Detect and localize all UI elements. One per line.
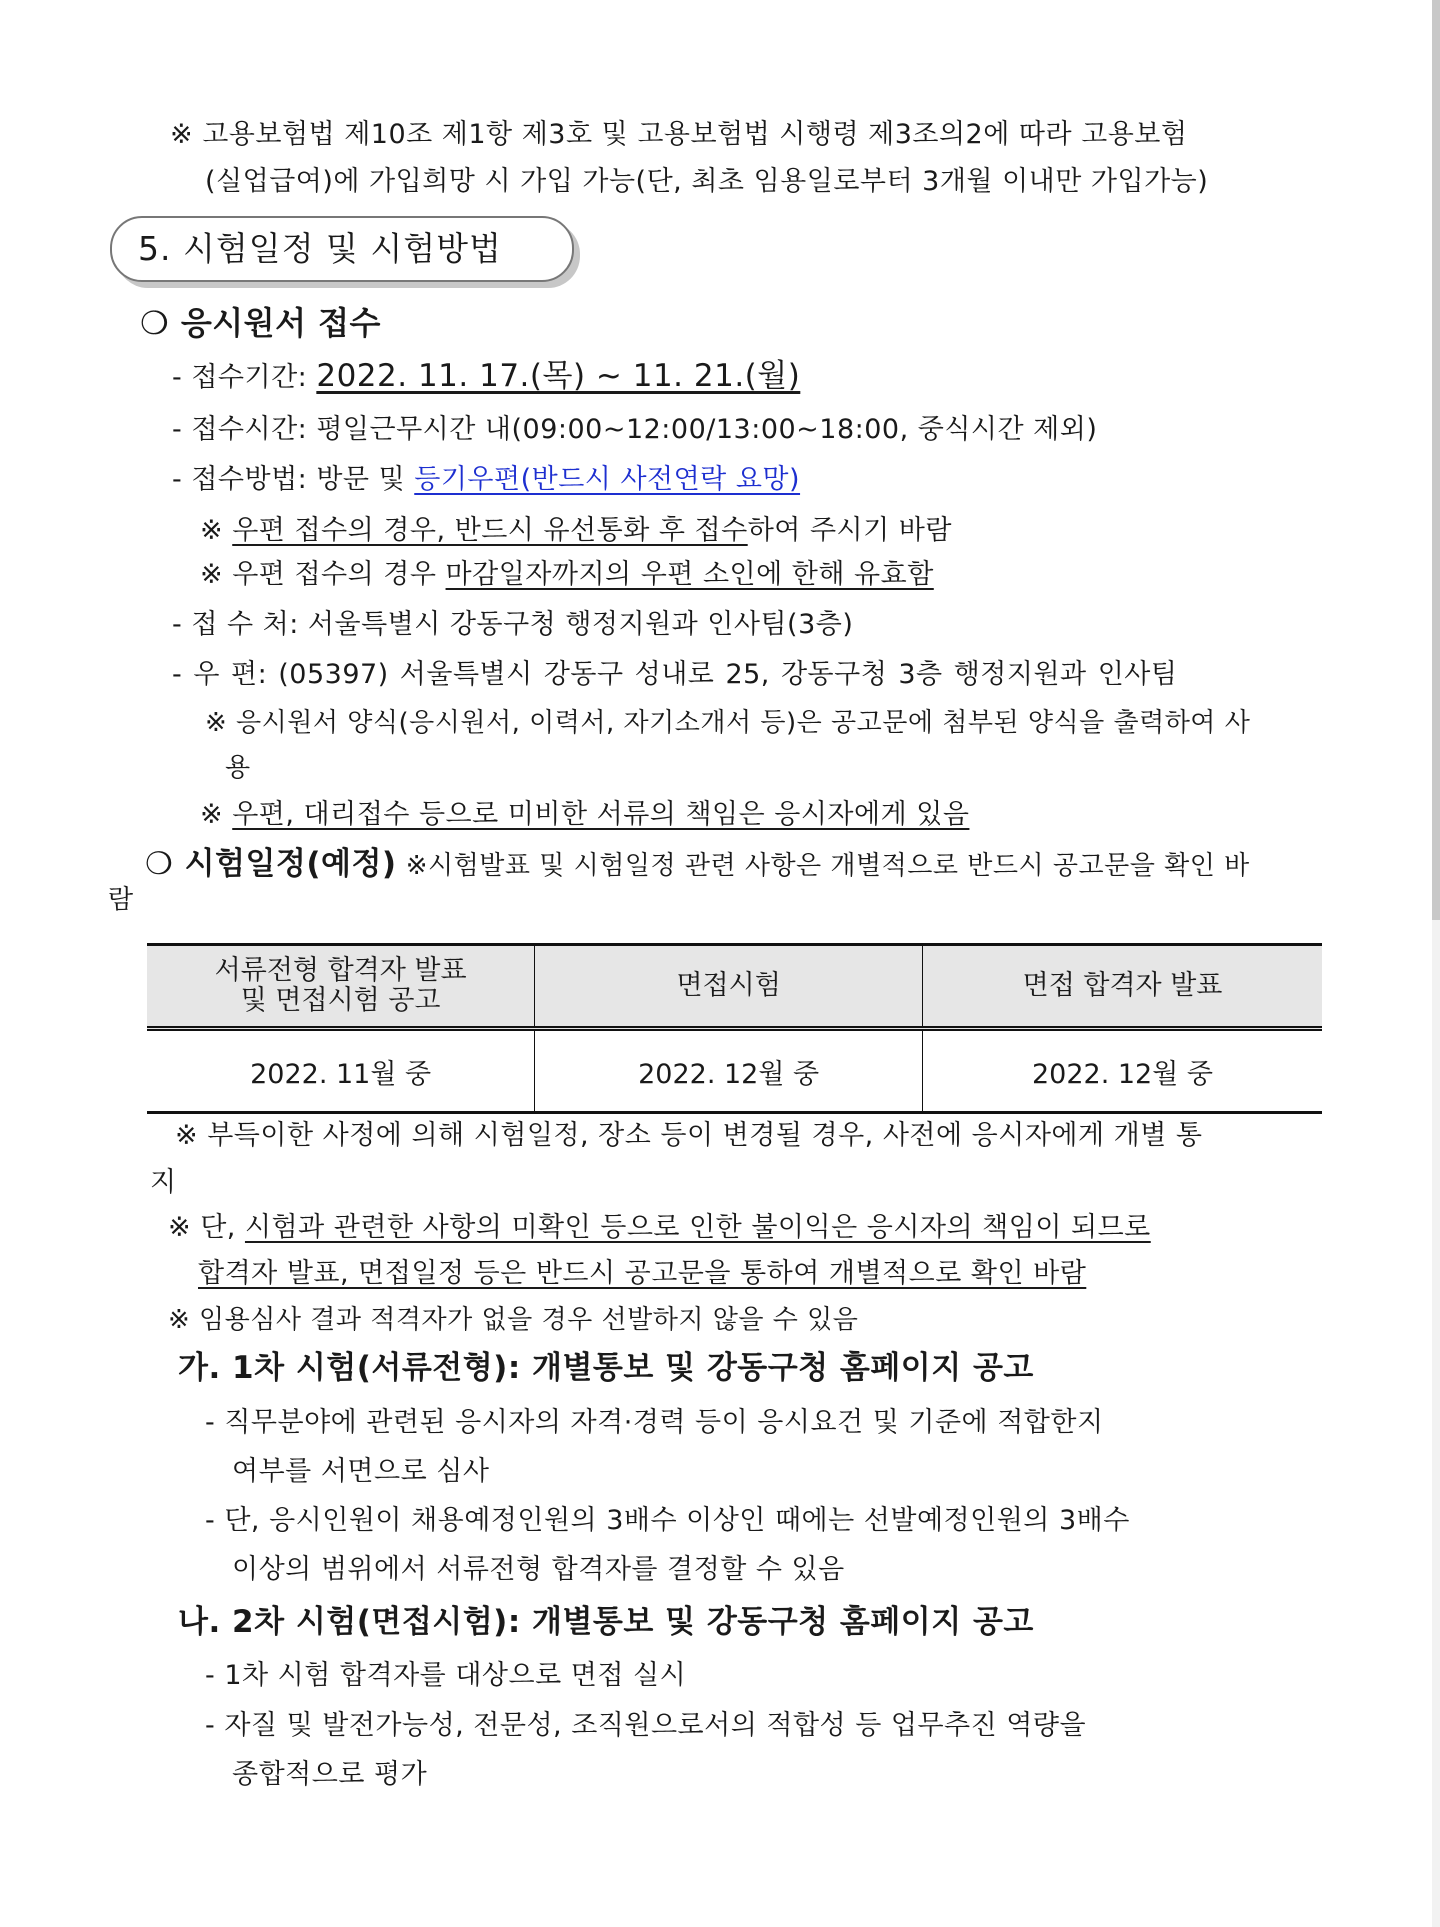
application-post: - 우 편: (05397) 서울특별시 강동구 성내로 25, 강동구청 3층 행정지원과 인사팀: [172, 659, 1178, 690]
insurance-note-line2: (실업급여)에 가입희망 시 가입 가능(단, 최초 임용일로부터 3개월 이내만 가입가능): [205, 166, 1209, 197]
table-cell-interview-result: 2022. 12월 중: [923, 1029, 1323, 1113]
registered-mail-link[interactable]: 등기우편(반드시 사전연락 요망): [414, 464, 801, 495]
warning-line1: [168, 1210, 1151, 1246]
scrollbar-thumb[interactable]: [1432, 0, 1440, 920]
first-exam-heading: 가. 1차 시험(서류전형): 개별통보 및 강동구청 홈페이지 공고: [178, 1350, 1034, 1386]
first-exam-item2-line1: - 단, 응시인원이 채용예정인원의 3배수 이상인 때에는 선발예정인원의 3배수: [205, 1505, 1130, 1536]
schedule-note-line2: 람: [108, 885, 134, 915]
insurance-note-line1: ※ 고용보험법 제10조 제1항 제3호 및 고용보험법 시행령 제3조의2에 따라 고용보험: [170, 119, 1188, 150]
schedule-heading-line: [145, 846, 1250, 884]
section-title: 5. 시험일정 및 시험방법: [110, 216, 574, 282]
table-header-document-result: 서류전형 합격자 발표 및 면접시험 공고: [147, 945, 535, 1029]
mail-note-1: ※ 우편 접수의 경우, 반드시 유선통화 후 접수하여 주시기 바람: [200, 515, 952, 546]
first-exam-item1-line2: 여부를 서면으로 심사: [232, 1456, 490, 1487]
scrollbar[interactable]: [1432, 0, 1440, 1927]
application-heading: ❍ 응시원서 접수: [140, 304, 381, 342]
mail-note-1-underlined: 우편 접수의 경우, 반드시 유선통화 후 접수: [232, 515, 748, 546]
schedule-table: [147, 943, 1322, 1114]
table-header-interview-result: 면접 합격자 발표: [923, 945, 1323, 1029]
warning-line2: 합격자 발표, 면접일정 등은 반드시 공고문을 통하여 개별적으로 확인 바람: [198, 1258, 1087, 1289]
period-label: - 접수기간:: [172, 362, 317, 393]
form-note-line1: ※ 응시원서 양식(응시원서, 이력서, 자기소개서 등)은 공고문에 첨부된 양식을 출력하여 사: [205, 708, 1251, 738]
second-exam-item2-line1: - 자질 및 발전가능성, 전문성, 조직원으로서의 적합성 등 업무추진 역량을: [205, 1710, 1087, 1741]
first-exam-item2-line2: 이상의 범위에서 서류전형 합격자를 결정할 수 있음: [232, 1554, 845, 1585]
application-method: [172, 462, 800, 498]
change-note-line1: ※ 부득이한 사정에 의해 시험일정, 장소 등이 변경될 경우, 사전에 응시자에게 개별 통: [175, 1120, 1203, 1151]
no-selection-note: ※ 임용심사 결과 적격자가 없을 경우 선발하지 않을 수 있음: [168, 1305, 859, 1335]
table-cell-document-result: 2022. 11월 중: [147, 1029, 535, 1113]
mail-note-2: ※ 우편 접수의 경우 마감일자까지의 우편 소인에 한해 유효함: [200, 559, 934, 590]
application-period: [172, 358, 800, 396]
table-cell-interview: 2022. 12월 중: [535, 1029, 923, 1113]
responsibility-note: ※ 우편, 대리접수 등으로 미비한 서류의 책임은 응시자에게 있음: [200, 799, 970, 830]
table-header-interview: 면접시험: [535, 945, 923, 1029]
table-header-row: [147, 945, 1322, 1029]
second-exam-heading: 나. 2차 시험(면접시험): 개별통보 및 강동구청 홈페이지 공고: [178, 1604, 1034, 1640]
first-exam-item1-line1: - 직무분야에 관련된 응시자의 자격·경력 등이 응시요건 및 기준에 적합한지: [205, 1407, 1104, 1438]
mail-note-2-underlined: 마감일자까지의 우편 소인에 한해 유효함: [445, 559, 934, 590]
second-exam-item2-line2: 종합적으로 평가: [232, 1759, 428, 1790]
schedule-note-line1: ※시험발표 및 시험일정 관련 사항은 개별적으로 반드시 공고문을 확인 바: [405, 851, 1250, 881]
form-note-line2: 용: [225, 753, 251, 783]
table-row: [147, 1029, 1322, 1113]
schedule-heading: ❍ 시험일정(예정): [145, 846, 397, 882]
warning-line1-underlined: 시험과 관련한 사항의 미확인 등으로 인한 불이익은 응시자의 책임이 되므로: [244, 1212, 1151, 1243]
mail-note-2-pre: 우편 접수의 경우: [232, 559, 446, 590]
method-label: - 접수방법: 방문 및: [172, 464, 415, 495]
application-office: - 접 수 처: 서울특별시 강동구청 행정지원과 인사팀(3층): [172, 609, 854, 640]
second-exam-item1: - 1차 시험 합격자를 대상으로 면접 실시: [205, 1660, 687, 1691]
change-note-line2: 지: [150, 1167, 177, 1198]
warning-line1-pre: ※ 단,: [168, 1212, 245, 1243]
responsibility-note-text: 우편, 대리접수 등으로 미비한 서류의 책임은 응시자에게 있음: [232, 799, 970, 830]
period-value: 2022. 11. 17.(목) ~ 11. 21.(월): [316, 358, 801, 394]
mail-note-1-rest: 하여 주시기 바람: [747, 515, 952, 546]
application-hours: - 접수시간: 평일근무시간 내(09:00~12:00/13:00~18:00, 중식시간 제외): [172, 414, 1098, 445]
